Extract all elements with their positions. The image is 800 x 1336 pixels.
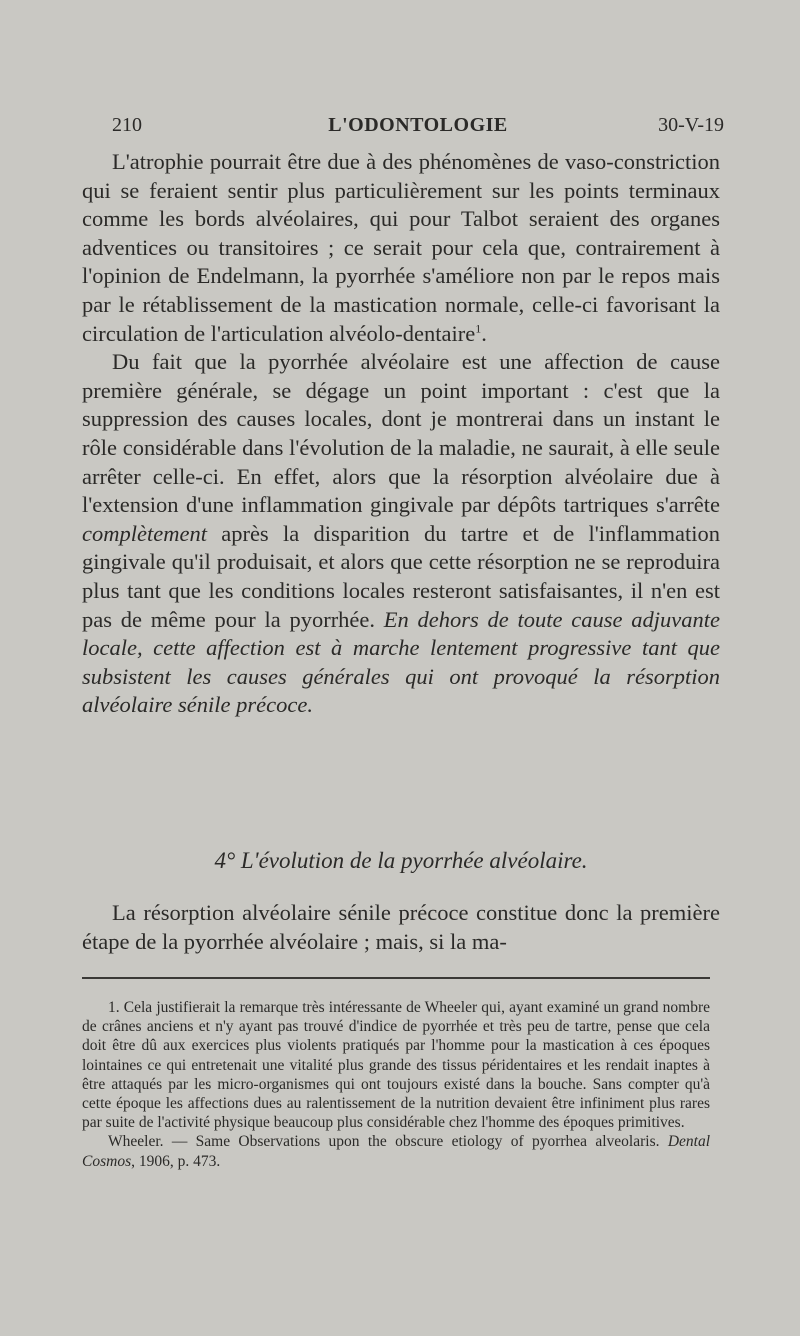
paragraph-2-italic-2: En dehors de toute cause adjuvante locale, cette affection est à marche lentement progressive tant que subsistent les causes générales qui ont provoqué la résorption alvéolaire sénile précoce.	[82, 606, 720, 718]
footnote	[82, 998, 710, 1171]
footnote-divider	[82, 977, 710, 979]
running-header	[112, 114, 724, 144]
issue-date: 30-V-19	[658, 114, 724, 136]
paragraph-2-text-a: Du fait que la pyorrhée alvéolaire est une affection de cause première générale, se dégage un point important : c'est que la suppression des causes locales, dont je montrerai dans un instant le rôle considérable dans l'évolution de la maladie, ne saurait, à elle seule arrêter celle-ci. En effet, alors que la résorption alvéolaire due à l'extension d'une inflammation gingivale par dépôts tartriques s'arrête	[82, 349, 720, 518]
main-text-continued	[82, 898, 720, 956]
paragraph-1-text: L'atrophie pourrait être due à des phénomènes de vaso-constriction qui se feraient sentir plus particulièrement sur les points terminaux comme les bords alvéolaires, qui pour Talbot seraient des organes adventices ou transitoires ; ce serait pour cela que, contrairement à l'opinion de Endelmann, la pyorrhée s'améliore non par le repos mais par le rétablissement de la mastication normale, celle-ci favorisant la circulation de l'articulation alvéolo-dentaire	[82, 149, 720, 346]
citation-journal: Dental Cosmos	[82, 1133, 710, 1170]
paragraph-2-text-b: après la disparition du tartre et de l'inflammation gingivale qu'il produisait, et alors que cette résorption ne se reproduira plus tant que les conditions locales resteront satisfaisantes, il n'en est pas de même pour la pyorrhée.	[82, 520, 720, 632]
paragraph-3: La résorption alvéolaire sénile précoce constitue donc la première étape de la pyorrhée alvéolaire ; mais, si la ma-	[82, 900, 720, 954]
page-number: 210	[112, 114, 142, 136]
paragraph-1-end: .	[481, 320, 487, 346]
footnote-citation	[82, 1132, 710, 1170]
footnote-ref: 1	[475, 321, 482, 336]
paragraph-2-italic-1: complètement	[82, 520, 207, 546]
citation-text-a: Wheeler. — Same Observations upon the obscure etiology of pyorrhea alveolaris.	[108, 1133, 668, 1151]
citation-text-b: , 1906, p. 473.	[131, 1152, 221, 1170]
section-heading: 4° L'évolution de la pyorrhée alvéolaire.	[214, 848, 588, 873]
journal-title: L'ODONTOLOGIE	[328, 114, 508, 136]
main-text	[82, 148, 720, 720]
paragraph-2	[82, 348, 720, 720]
footnote-text-1: 1. Cela justifierait la remarque très intéressante de Wheeler qui, ayant examiné un grand nombre de crânes anciens et n'y ayant pas trouvé d'indice de pyorrhée et très peu de tartre, pense que cela doit être dû aux exercices plus violents pratiqués par l'homme pour la mastication à ces époques lointaines ce qui entretenait une vitalité plus grande des tissus péridentaires et les rendait inaptes à être attaqués par les micro-organismes qui ont toujours existé dans la bouche. Sans compter qu'à cette époque les affections dues au ralentissement de la nutrition devaient être infiniment plus rares par suite de l'activité physique beaucoup plus considérable chez l'homme des époques primitives.	[82, 999, 710, 1132]
paragraph-1	[82, 148, 720, 348]
